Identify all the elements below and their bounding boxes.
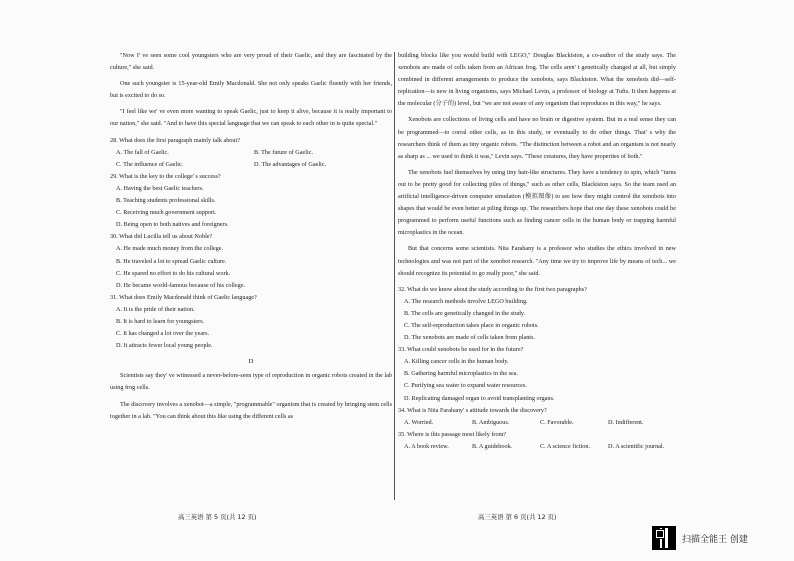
option-a: A. Killing cancer cells in the human body. — [404, 358, 509, 366]
qr-code-icon — [652, 526, 676, 550]
option-a: A. Having the best Gaelic teachers. — [116, 184, 204, 192]
question-text: 35. Where is this passage most likely from? — [398, 430, 507, 438]
option-a: A. The fall of Gaelic. — [116, 148, 169, 156]
options-row — [110, 159, 392, 171]
column-divider — [394, 52, 395, 500]
paragraph: "Now I' ve seen some cool youngsters who are very proud of their Gaelic, and they are fascinated by the culture," she said. — [110, 52, 392, 72]
option-d: D. Being open to both natives and foreigners. — [116, 221, 229, 229]
paragraph: The discovery involves a xenobot—a simple, "programmable" organism that is created by bringing stem cells together in a lab. "You can think about this like using the different cells as — [110, 400, 392, 420]
option-c: C. Purifying sea water to expand water resources. — [404, 382, 527, 390]
option-a: A. He made much money from the college. — [116, 245, 224, 253]
option-a: A. Worried. — [404, 418, 434, 426]
options-row — [110, 147, 392, 159]
question-text: 31. What does Emily Macdonald think of Gaelic language? — [110, 293, 257, 301]
option-b: B. It is hard to learn for youngsters. — [116, 317, 205, 325]
question-text: 30. What did Lucilla tell us about Noble? — [110, 233, 213, 241]
option-b: B. Teaching students professional skills. — [116, 197, 216, 205]
option-c: C. The influence of Gaelic. — [116, 160, 184, 168]
option-b: B. A guidebook. — [472, 442, 513, 450]
question-text: 33. What could xenobots be used for in the future? — [398, 346, 524, 354]
option-d: D. It attracts fewer local young people. — [116, 342, 213, 350]
page-footer-right: 高三英语 第 6 页(共 12 页) — [478, 513, 557, 521]
option-d: D. A scientific journal. — [608, 442, 665, 450]
right-column — [398, 50, 676, 453]
paragraph: Xenobots are collections of living cells and have no brain or digestive system. But in a real sense they can be programmed—to corral other cells, as in this study, or eventually to do other things. That' s why the researchers think of them as tiny organic robots. "The distinction between a robot and an organism is not nearly as sharp as ... we used to think it was," Levin says. "These creatures, they have properties of both." — [398, 116, 676, 160]
option-c: C. Favorable. — [540, 418, 574, 426]
question-text: 28. What does the first paragraph mainly talk about? — [110, 136, 240, 144]
question-32 — [398, 284, 676, 344]
option-c: C. Receiving much government support. — [116, 209, 217, 217]
options-row — [398, 417, 676, 429]
question-34 — [398, 405, 676, 429]
option-b: B. Ambiguous. — [472, 418, 510, 426]
question-text: 29. What is the key to the college' s success? — [110, 172, 221, 180]
scanner-watermark: 扫描全能王 创建 — [682, 535, 748, 545]
option-b: B. Gathering harmful microplastics in the sea. — [404, 370, 519, 378]
paragraph: One such youngster is 15-year-old Emily Macdonald. She not only speaks Gaelic fluently with her friends, but is excited to do so. — [110, 80, 392, 100]
question-28 — [110, 135, 392, 171]
option-b: B. He traveled a lot to spread Gaelic culture. — [116, 257, 227, 265]
option-d: D. He became world-famous because of his college. — [116, 281, 246, 289]
question-text: 34. What is Nita Farahany' s attitude towards the discovery? — [398, 406, 547, 414]
option-d: D. Replicating damaged organ to avoid transplanting organs. — [404, 394, 555, 402]
option-b: B. The cells are genetically changed in the study. — [404, 309, 526, 317]
option-a: A. The research methods involve LEGO building. — [404, 297, 528, 305]
option-a: A. It is the pride of their nation. — [116, 305, 195, 313]
page-footer-left: 高三英语 第 5 页(共 12 页) — [178, 513, 257, 521]
question-29 — [110, 171, 392, 231]
option-b: B. The future of Gaelic. — [254, 148, 313, 156]
option-c: C. The self-reproduction takes place in organic robots. — [404, 321, 539, 329]
left-column — [110, 50, 392, 427]
question-30 — [110, 231, 392, 291]
question-35 — [398, 429, 676, 453]
question-31 — [110, 292, 392, 352]
paragraph: Scientists say they' ve witnessed a never-before-seen type of reproduction in organic robots created in the lab using frog cells. — [110, 372, 392, 392]
section-heading: D — [248, 358, 254, 366]
paragraph: "I feel like we' ve even more wanting to speak Gaelic, just to keep it alive, because it is really important to our nation," she said. "And to have this special language that we can speak to each other in is quite special." — [110, 108, 392, 128]
option-d: D. The xenobots are made of cells taken from plants. — [404, 334, 535, 342]
option-c: C. It has changed a lot over the years. — [116, 330, 210, 338]
options-row — [398, 441, 676, 453]
paragraph: building blocks like you would build with LEGO," Douglas Blackiston, a co-author of the study says. The xenobots are made of cells taken from an African frog. The cells aren' t genetically changed at all, but simply combined in different arrangements to produce the xenobots, says Blackiston. What the xenobots did—self-replication—is new in living organisms, says Michael Levin, a professor of biology at Tufts. It then happens at the molecular (分子的) level, but "we are not aware of any organism that reproduces in this way," he says. — [398, 52, 676, 108]
question-text: 32. What do we know about the study according to the first two paragraphs? — [398, 285, 587, 293]
option-d: D. Indifferent. — [608, 418, 644, 426]
option-c: C. A science fiction. — [540, 442, 591, 450]
question-33 — [398, 344, 676, 404]
option-d: D. The advantages of Gaelic. — [254, 160, 327, 168]
paragraph: But that concerns some scientists. Nita Farahany is a professor who studies the ethics involved in new technologies and was not part of the xenobot research. "Any time we try to improve life by means of tech... we should recognize its potential to go really poor," she said. — [398, 245, 676, 277]
option-c: C. He spared no effort to do his cultural work. — [116, 269, 231, 277]
paragraph: The xenobots fuel themselves by using tiny hair-like structures. They have a tendency to spin, which "turns out to be pretty good for collecting piles of things," such as other cells, Blackiston says. So the team used an artificial intelligence-driven computer simulation (模拟图像) to see how they might control the xenobots into shapes that would be even better at piling things up. The researchers hope that one day these xenobots could be programmed to perform useful functions such as finding cancer cells in the human body or trapping harmful microplastics in the ocean. — [398, 168, 676, 237]
option-a: A. A book review. — [404, 442, 449, 450]
